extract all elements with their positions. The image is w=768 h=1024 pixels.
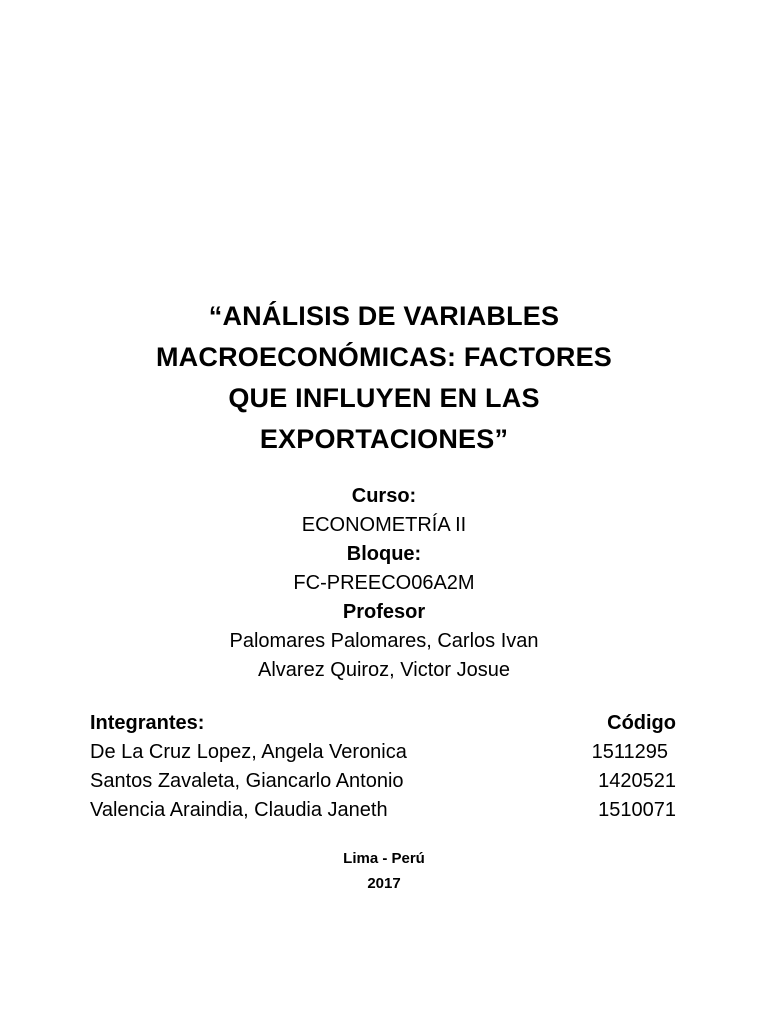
members-list [90,712,676,828]
member-row [90,770,676,799]
title-line-3: QUE INFLUYEN EN LAS [228,383,540,413]
course-value: ECONOMETRÍA II [301,514,467,536]
document-title [0,296,768,460]
block-value: FC-PREECO06A2M [293,572,475,594]
document-footer [0,846,768,896]
member-name: Santos Zavaleta, Giancarlo Antonio [90,770,404,792]
member-code: 1420521 [598,770,676,792]
member-row [90,799,676,828]
title-line-4: EXPORTACIONES” [259,424,509,454]
course-label: Curso: [351,485,417,507]
members-code-header: Código [607,712,676,734]
member-name: Valencia Araindia, Claudia Janeth [90,799,388,821]
member-code: 1511295 [591,741,668,763]
members-header [90,712,676,741]
place-text: Lima - Perú [343,850,425,867]
member-code: 1510071 [598,799,676,821]
member-row [90,741,676,770]
course-info [0,482,768,685]
block-label: Bloque: [346,543,422,565]
member-name: De La Cruz Lopez, Angela Veronica [90,741,407,763]
title-line-1: “ANÁLISIS DE VARIABLES [208,301,560,331]
professor-label: Profesor [342,601,426,623]
title-line-2: MACROECONÓMICAS: FACTORES [155,342,612,372]
professor-name-2: Alvarez Quiroz, Victor Josue [258,659,510,681]
year-text: 2017 [367,875,401,892]
members-name-header: Integrantes: [90,712,205,734]
professor-name-1: Palomares Palomares, Carlos Ivan [229,630,539,652]
